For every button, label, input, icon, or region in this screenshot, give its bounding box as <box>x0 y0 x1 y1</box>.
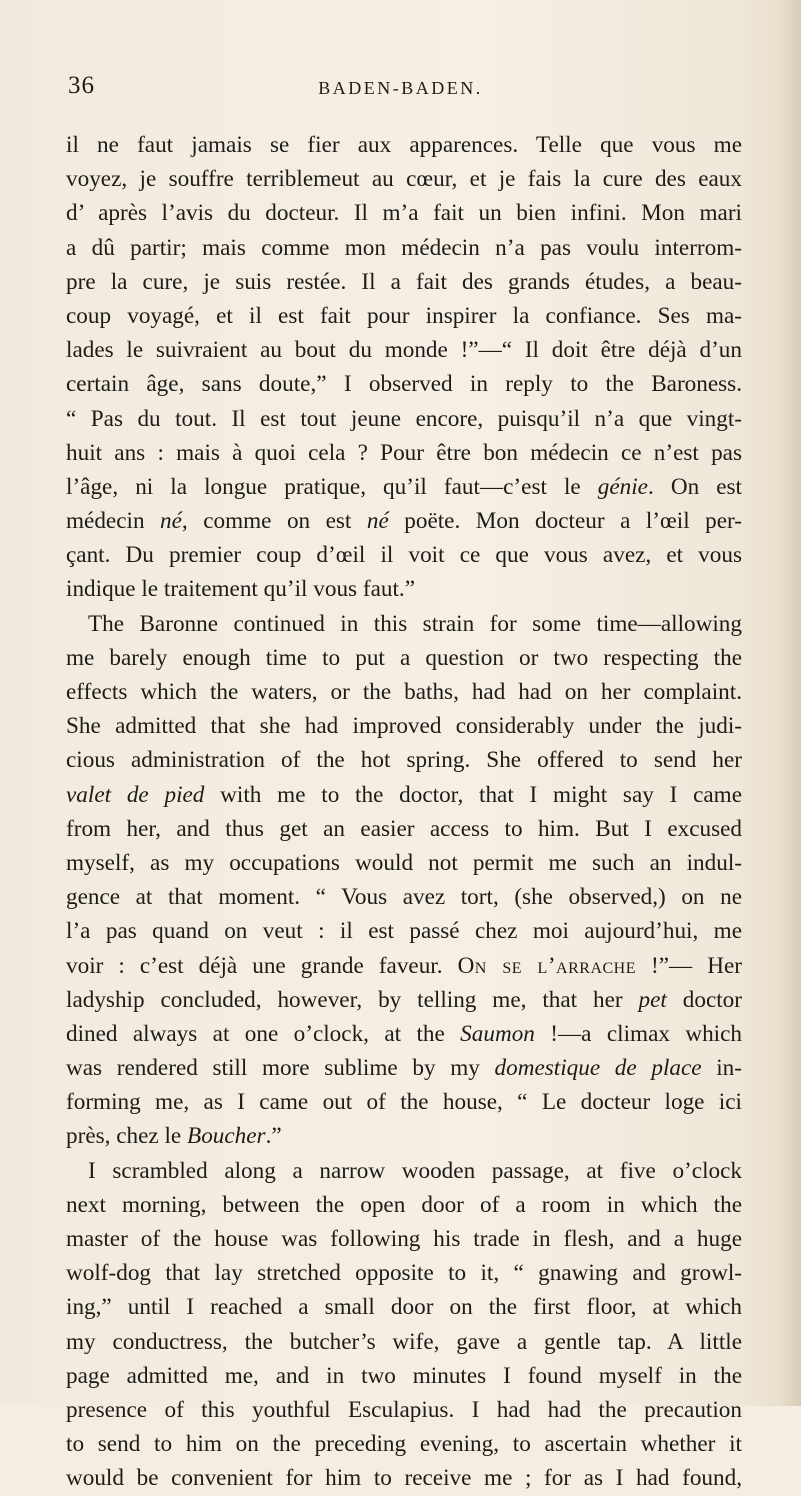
text-line: valet de pied with me to the doctor, that I might say I came <box>66 781 742 808</box>
text-line: She admitted that she had improved considerably under the judi- <box>66 713 742 740</box>
text-line: master of the house was following his trade in flesh, and a huge <box>66 1226 742 1252</box>
text-line: page admitted me, and in two minutes I found myself in the <box>66 1362 742 1389</box>
text-line: I scrambled along a narrow wooden passage, at five o’clock <box>88 1157 742 1184</box>
text-line: a dû partir; mais comme mon médecin n’a pas voulu interrom- <box>66 234 742 261</box>
text-line: my conductress, the butcher’s wife, gave a gentle tap. A little <box>66 1328 742 1355</box>
text-line: certain âge, sans doute,” I observed in reply to the Baroness. <box>66 371 742 398</box>
page-header <box>0 72 801 112</box>
text-line: dined always at one o’clock, at the Saumon !—a climax which <box>66 1020 742 1047</box>
text-line: was rendered still more sublime by my domestique de place in- <box>66 1055 742 1082</box>
text-line: to send to him on the preceding evening, to ascertain whether it <box>66 1431 742 1458</box>
text-line: forming me, as I came out of the house, “ Le docteur loge ici <box>66 1089 742 1116</box>
text-line: myself, as my occupations would not permit me such an indul- <box>66 849 742 876</box>
text-line: “ Pas du tout. Il est tout jeune encore, puisqu’il n’a que vingt- <box>66 405 742 432</box>
text-line: from her, and thus get an easier access to him. But I excused <box>66 815 742 842</box>
text-line: presence of this youthful Esculapius. I had had the precaution <box>66 1396 742 1423</box>
text-line: pre la cure, je suis restée. Il a fait des grands études, a beau- <box>66 268 742 295</box>
text-line: indique le traitement qu’il vous faut.” <box>66 576 416 603</box>
text-line: çant. Du premier coup d’œil il voit ce que vous avez, et vous <box>66 542 742 569</box>
text-line: gence at that moment. “ Vous avez tort, (she observed,) on ne <box>66 884 742 911</box>
italic-text: domestique de place <box>494 1055 702 1082</box>
text-line: voir : c’est déjà une grande faveur. On se l’arrache !”— Her <box>66 952 742 979</box>
text-line: coup voyagé, et il est fait pour inspirer la confiance. Ses ma- <box>66 302 742 329</box>
text-line: ladyship concluded, however, by telling me, that her pet doctor <box>66 986 742 1013</box>
italic-text: pet <box>638 986 667 1013</box>
text-line: The Baronne continued in this strain for some time—allowing <box>88 610 742 637</box>
page-number: 36 <box>68 72 95 99</box>
italic-text: né <box>160 508 182 535</box>
text-line: l’a pas quand on veut : il est passé chez moi aujourd’hui, me <box>66 918 742 945</box>
italic-text: génie <box>597 473 648 500</box>
page-edge-shadow <box>779 0 801 1406</box>
text-line: huit ans : mais à quoi cela ? Pour être bon médecin ce n’est pas <box>66 439 742 466</box>
text-line: lades le suivraient au bout du monde !”—“ Il doit être déjà d’un <box>66 337 742 364</box>
text-line: me barely enough time to put a question or two respecting the <box>66 644 742 671</box>
text-line: ing,” until I reached a small door on the first floor, at which <box>66 1294 742 1321</box>
text-line: would be convenient for him to receive me ; for as I had found, <box>66 1465 742 1492</box>
running-head: BADEN-BADEN. <box>318 78 483 98</box>
italic-text: né <box>366 508 389 535</box>
italic-text: valet de pied <box>66 781 205 808</box>
text-line: cious administration of the hot spring. She offered to send her <box>66 747 742 774</box>
text-line: d’ après l’avis du docteur. Il m’a fait un bien infini. Mon mari <box>66 200 742 227</box>
text-line: l’âge, ni la longue pratique, qu’il faut—c’est le génie. On est <box>66 473 742 500</box>
text-line: next morning, between the open door of a room in which the <box>66 1191 742 1218</box>
italic-text: Saumon <box>460 1020 535 1047</box>
text-line: wolf-dog that lay stretched opposite to it, “ gnawing and growl- <box>66 1260 742 1287</box>
text-line: près, chez le Boucher.” <box>66 1123 282 1150</box>
text-line: effects which the waters, or the baths, had had on her complaint. <box>66 679 742 705</box>
small-caps-text: On se l’arrache <box>457 952 637 979</box>
text-line: médecin né, comme on est né poëte. Mon docteur a l’œil per- <box>66 508 742 535</box>
text-line: voyez, je souffre terriblemeut au cœur, et je fais la cure des eaux <box>66 166 742 193</box>
text-line: il ne faut jamais se fier aux apparences. Telle que vous me <box>66 132 742 158</box>
italic-text: Boucher <box>187 1123 266 1150</box>
body-text <box>66 128 742 1496</box>
